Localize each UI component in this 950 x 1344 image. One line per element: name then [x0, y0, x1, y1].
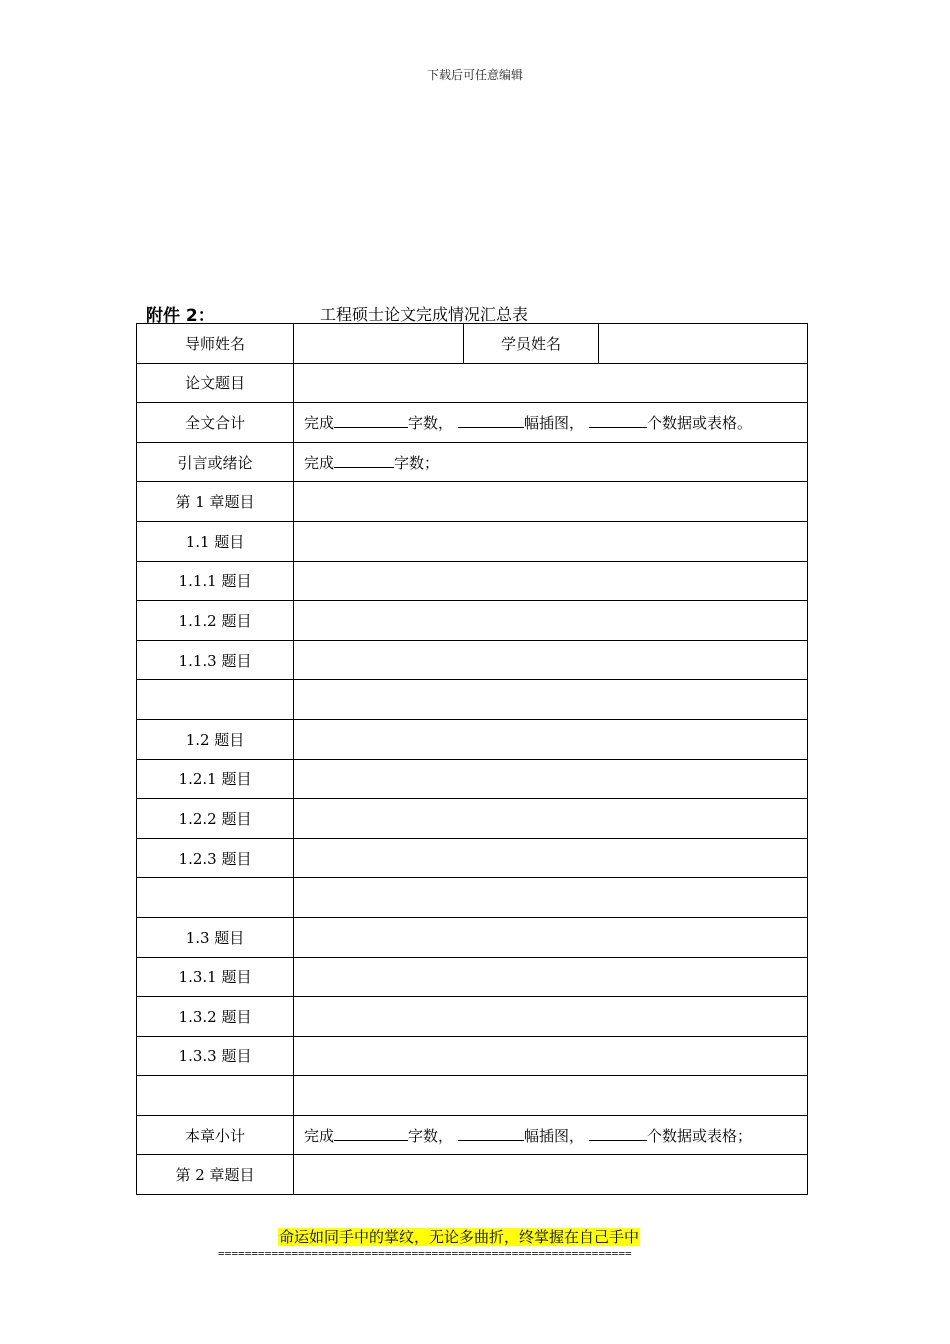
- section-1-2-label: 1.2 题目: [137, 719, 294, 759]
- table-row: [137, 601, 808, 641]
- footer-rule: ==============================================================: [218, 1247, 632, 1260]
- section-1-3-3-label: 1.3.3 题目: [137, 1036, 294, 1076]
- table-row: [137, 719, 808, 759]
- table-row: [137, 1036, 808, 1076]
- section-1-3-3-field[interactable]: [294, 1036, 808, 1076]
- table-row: [137, 403, 808, 443]
- text-figures: 幅插图，: [524, 413, 585, 432]
- chapter-subtotal-label: 本章小计: [137, 1115, 294, 1155]
- section-1-3-label: 1.3 题目: [137, 917, 294, 957]
- table-row: [137, 759, 808, 799]
- header-note: 下载后可任意编辑: [426, 68, 523, 82]
- table-row: [137, 838, 808, 878]
- section-1-1-1-label: 1.1.1 题目: [137, 561, 294, 601]
- text-complete: 完成: [304, 1126, 335, 1145]
- figure-count-blank[interactable]: [458, 413, 524, 428]
- total-field[interactable]: [294, 403, 808, 443]
- table-row: [137, 1076, 808, 1116]
- form-title: 工程硕士论文完成情况汇总表: [320, 305, 529, 324]
- table-row: [137, 957, 808, 997]
- section-1-2-1-field[interactable]: [294, 759, 808, 799]
- text-tables: 个数据或表格；: [647, 1126, 753, 1145]
- intro-field[interactable]: [294, 442, 808, 482]
- table-row: [137, 363, 808, 403]
- section-1-2-3-label: 1.2.3 题目: [137, 838, 294, 878]
- supervisor-name-field[interactable]: [294, 324, 464, 364]
- chapter-subtotal-field[interactable]: [294, 1115, 808, 1155]
- thesis-title-field[interactable]: [294, 363, 808, 403]
- subtotal-figure-count-blank[interactable]: [458, 1126, 524, 1141]
- subtotal-word-count-blank[interactable]: [334, 1126, 408, 1141]
- table-row: [137, 442, 808, 482]
- text-words: 字数；: [394, 453, 440, 472]
- section-1-1-field[interactable]: [294, 521, 808, 561]
- table-row: [137, 1155, 808, 1195]
- blank-label-cell: [137, 1076, 294, 1116]
- text-words: 字数，: [408, 413, 454, 432]
- subtotal-table-count-blank[interactable]: [589, 1126, 647, 1141]
- footer-motto: 命运如同手中的掌纹，无论多曲折，终掌握在自己手中: [279, 1228, 640, 1246]
- section-1-1-3-label: 1.1.3 题目: [137, 640, 294, 680]
- section-1-3-2-field[interactable]: [294, 997, 808, 1037]
- section-1-3-1-label: 1.3.1 题目: [137, 957, 294, 997]
- table-row: [137, 482, 808, 522]
- section-1-2-1-label: 1.2.1 题目: [137, 759, 294, 799]
- chapter-1-label: 第 1 章题目: [137, 482, 294, 522]
- blank-field[interactable]: [294, 680, 808, 720]
- section-1-2-field[interactable]: [294, 719, 808, 759]
- blank-field[interactable]: [294, 1076, 808, 1116]
- section-1-1-1-field[interactable]: [294, 561, 808, 601]
- total-label: 全文合计: [137, 403, 294, 443]
- thesis-title-label: 论文题目: [137, 363, 294, 403]
- section-1-3-field[interactable]: [294, 917, 808, 957]
- table-count-blank[interactable]: [589, 413, 647, 428]
- section-1-1-label: 1.1 题目: [137, 521, 294, 561]
- table-row: [137, 878, 808, 918]
- student-name-field[interactable]: [599, 324, 808, 364]
- intro-label: 引言或绪论: [137, 442, 294, 482]
- table-row: [137, 640, 808, 680]
- table-row: [137, 680, 808, 720]
- text-words: 字数，: [408, 1126, 454, 1145]
- table-row: [137, 799, 808, 839]
- text-complete: 完成: [304, 413, 335, 432]
- text-tables: 个数据或表格。: [647, 413, 753, 432]
- table-row: [137, 561, 808, 601]
- section-1-3-1-field[interactable]: [294, 957, 808, 997]
- section-1-2-2-label: 1.2.2 题目: [137, 799, 294, 839]
- section-1-2-2-field[interactable]: [294, 799, 808, 839]
- chapter-1-field[interactable]: [294, 482, 808, 522]
- student-name-label: 学员姓名: [464, 324, 599, 364]
- text-complete: 完成: [304, 453, 335, 472]
- table-row: [137, 521, 808, 561]
- section-1-1-2-field[interactable]: [294, 601, 808, 641]
- chapter-2-field[interactable]: [294, 1155, 808, 1195]
- table-row: [137, 324, 808, 364]
- word-count-blank[interactable]: [334, 413, 408, 428]
- table-row: [137, 1115, 808, 1155]
- section-1-3-2-label: 1.3.2 题目: [137, 997, 294, 1037]
- text-figures: 幅插图，: [524, 1126, 585, 1145]
- table-row: [137, 917, 808, 957]
- attachment-label: 附件 2：: [146, 306, 215, 326]
- section-1-2-3-field[interactable]: [294, 838, 808, 878]
- section-1-1-3-field[interactable]: [294, 640, 808, 680]
- section-1-1-2-label: 1.1.2 题目: [137, 601, 294, 641]
- blank-label-cell: [137, 680, 294, 720]
- supervisor-name-label: 导师姓名: [137, 324, 294, 364]
- table-row: [137, 997, 808, 1037]
- blank-field[interactable]: [294, 878, 808, 918]
- intro-word-count-blank[interactable]: [334, 453, 394, 468]
- thesis-summary-table: [136, 323, 808, 1195]
- blank-label-cell: [137, 878, 294, 918]
- chapter-2-label: 第 2 章题目: [137, 1155, 294, 1195]
